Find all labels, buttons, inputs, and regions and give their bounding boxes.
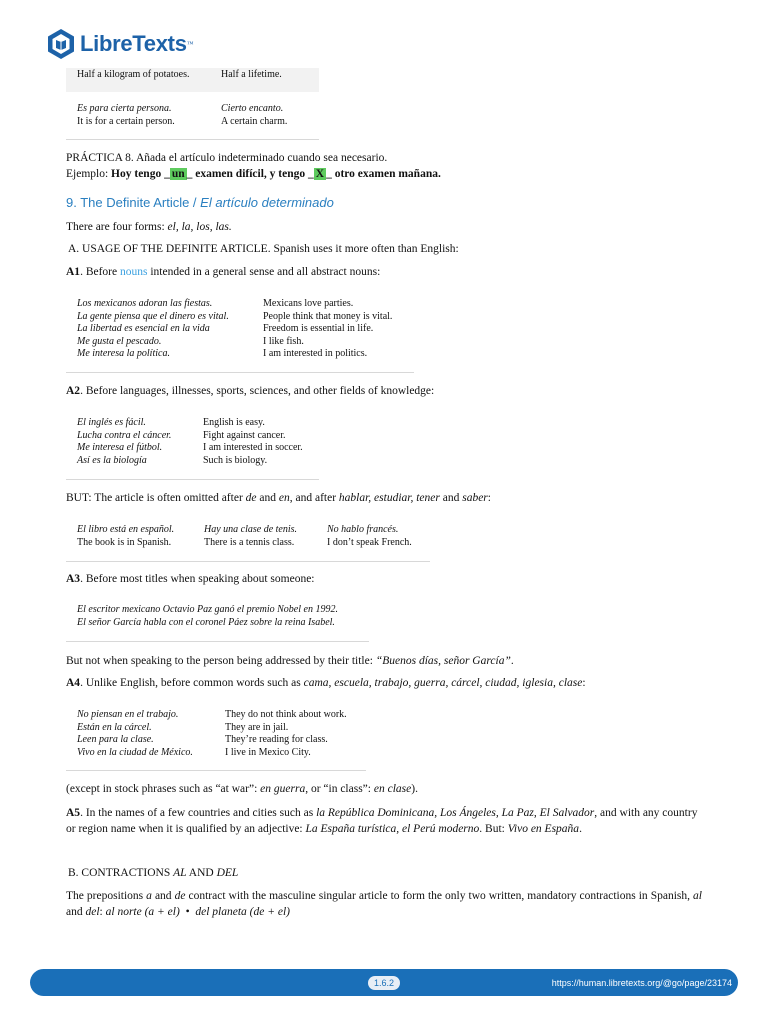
a1-after: intended in a general sense and all abstract nouns: bbox=[147, 266, 381, 278]
contractions-italic: al bbox=[693, 890, 702, 902]
forms-prefix: There are four forms: bbox=[66, 221, 168, 233]
table-cell: Half a kilogram of potatoes. bbox=[77, 69, 190, 80]
a1-paragraph bbox=[66, 264, 380, 280]
section-b-italic: DEL bbox=[216, 867, 239, 879]
table-row bbox=[77, 311, 392, 324]
except-italic: en guerra bbox=[260, 783, 306, 795]
table-divider bbox=[66, 641, 369, 642]
practica-example bbox=[66, 166, 726, 182]
but-italic: de bbox=[245, 492, 257, 504]
a5-text: . In the names of a few countries and cities such as bbox=[80, 807, 317, 819]
table-divider bbox=[66, 561, 430, 562]
table-cell: Cierto encanto. bbox=[221, 103, 284, 114]
table-row bbox=[77, 722, 347, 735]
table-row: El señor García habla con el coronel Páez sobre la reina Isabel. bbox=[77, 616, 335, 628]
a3-table bbox=[77, 604, 338, 629]
example-bold-3: _ otro examen mañana. bbox=[326, 168, 441, 180]
but-not-paragraph bbox=[66, 653, 514, 669]
heading-italic: El artículo determinado bbox=[200, 195, 334, 210]
forms-paragraph bbox=[66, 219, 232, 235]
nouns-link[interactable]: nouns bbox=[119, 266, 148, 278]
a4-paragraph bbox=[66, 675, 736, 691]
a1-table bbox=[77, 298, 392, 361]
bullet-separator: • bbox=[179, 906, 196, 918]
top-table bbox=[77, 69, 282, 82]
but-text: and bbox=[439, 492, 463, 504]
table-divider bbox=[66, 372, 414, 373]
logo-text: LibreTexts bbox=[80, 31, 187, 56]
contractions-italic: al norte (a + el) bbox=[105, 906, 180, 918]
table-row bbox=[77, 298, 392, 311]
table-cell: I live in Mexico City. bbox=[225, 746, 311, 758]
table-row bbox=[77, 69, 282, 82]
table-cell: The book is in Spanish. bbox=[77, 536, 172, 548]
libretexts-logo[interactable] bbox=[46, 26, 194, 62]
contractions-italic: del planeta (de + el) bbox=[195, 906, 290, 918]
heading-plain: 9. The Definite Article / bbox=[66, 195, 201, 210]
but-italic: saber bbox=[462, 492, 488, 504]
table-cell: El inglés es fácil. bbox=[77, 417, 146, 428]
table-divider bbox=[66, 770, 366, 771]
table-divider bbox=[66, 139, 319, 140]
example-prefix: Ejemplo: bbox=[66, 168, 112, 180]
usage-heading: A. USAGE OF THE DEFINITE ARTICLE. Spanish uses it more often than English: bbox=[68, 243, 459, 255]
table-cell: I am interested in soccer. bbox=[203, 442, 303, 453]
table-cell: I don’t speak French. bbox=[327, 536, 412, 548]
a4-italic: cama, escuela, trabajo, guerra, cárcel, ciudad, iglesia, clase bbox=[303, 677, 583, 689]
table-cell: El libro está en español. bbox=[77, 524, 175, 535]
table-cell: No piensan en el trabajo. bbox=[77, 709, 179, 720]
except-text: ). bbox=[411, 783, 418, 795]
a5-italic: La España turística, el Perú moderno bbox=[305, 823, 480, 835]
table-cell: Such is biology. bbox=[203, 454, 268, 466]
forms-list: el, la, los, las. bbox=[167, 221, 232, 233]
table-row bbox=[77, 524, 412, 537]
a5-text: . But: bbox=[479, 823, 508, 835]
table-cell: English is easy. bbox=[203, 417, 265, 428]
table-row bbox=[77, 455, 303, 468]
a2-paragraph bbox=[66, 383, 434, 399]
a2-table bbox=[77, 417, 303, 467]
table-cell: Están en la cárcel. bbox=[77, 721, 152, 733]
table-cell: Es para cierta persona. bbox=[77, 103, 172, 114]
table-cell: I am interested in politics. bbox=[263, 348, 368, 359]
table-row bbox=[77, 747, 347, 760]
practica-8 bbox=[66, 150, 726, 182]
table-cell: Lucha contra el cáncer. bbox=[77, 429, 172, 441]
a5-italic: la República Dominicana, Los Ángeles, La Paz, El Salvador bbox=[316, 807, 595, 819]
libretexts-logo-icon bbox=[46, 28, 76, 60]
a5-paragraph bbox=[66, 805, 706, 837]
table-cell: Vivo en la ciudad de México. bbox=[77, 746, 193, 758]
table-row bbox=[77, 116, 287, 129]
a2-label: A2 bbox=[66, 385, 81, 397]
contractions-italic: de bbox=[174, 890, 186, 902]
table-cell: They do not think about work. bbox=[225, 709, 347, 720]
table-cell: Me gusta el pescado. bbox=[77, 335, 162, 347]
table-row bbox=[77, 336, 392, 349]
except-text: , or “in class”: bbox=[305, 783, 374, 795]
but-text: : bbox=[487, 492, 491, 504]
table-row bbox=[77, 430, 303, 443]
table-cell: Hay una clase de tenis. bbox=[204, 524, 298, 535]
but-paragraph bbox=[66, 490, 736, 506]
footer-url-link[interactable]: https://human.libretexts.org/@go/page/23174 bbox=[551, 978, 732, 988]
table-cell: People think that money is vital. bbox=[263, 310, 393, 322]
logo-trademark: ™ bbox=[186, 40, 194, 48]
section-b-text: AND bbox=[186, 867, 217, 879]
contractions-text: and bbox=[66, 906, 86, 918]
but-text: , and after bbox=[289, 492, 339, 504]
table-cell: I like fish. bbox=[263, 335, 304, 347]
table-row bbox=[77, 323, 392, 336]
table-cell: La libertad es esencial en la vida bbox=[77, 323, 210, 334]
table-row bbox=[77, 537, 412, 550]
section-b-text: B. CONTRACTIONS bbox=[68, 867, 174, 879]
butnot-end: . bbox=[510, 655, 514, 667]
table-cell: La gente piensa que el dinero es vital. bbox=[77, 310, 229, 322]
table-cell: Leen para la clase. bbox=[77, 734, 154, 745]
table-row bbox=[77, 442, 303, 455]
a5-italic: Vivo en España bbox=[507, 823, 580, 835]
table-cell: It is for a certain person. bbox=[77, 115, 175, 127]
a5-label: A5 bbox=[66, 807, 81, 819]
a3-text: . Before most titles when speaking about someone: bbox=[80, 573, 315, 585]
contractions-text: and bbox=[151, 890, 175, 902]
section-9-heading bbox=[66, 195, 334, 210]
a1-before: . Before bbox=[80, 266, 120, 278]
a3-paragraph bbox=[66, 571, 315, 587]
contractions-text: The prepositions bbox=[66, 890, 147, 902]
but-italic: hablar, estudiar, tener bbox=[338, 492, 440, 504]
example-bold-2: _ examen difícil, y tengo _ bbox=[186, 168, 314, 180]
but-text: and bbox=[256, 492, 279, 504]
table-cell: Fight against cancer. bbox=[203, 429, 286, 441]
but-text: BUT: The article is often omitted after bbox=[66, 492, 246, 504]
except-italic: en clase bbox=[373, 783, 412, 795]
table-cell: Me interesa el fútbol. bbox=[77, 442, 163, 453]
a4-text: . Unlike English, before common words such as bbox=[80, 677, 304, 689]
a2-text: . Before languages, illnesses, sports, sciences, and other fields of knowledge: bbox=[80, 385, 435, 397]
table-cell: They’re reading for class. bbox=[225, 734, 328, 745]
contractions-italic: a bbox=[146, 890, 152, 902]
table-row bbox=[77, 734, 347, 747]
a3-label: A3 bbox=[66, 573, 81, 585]
a5-text: . bbox=[579, 823, 582, 835]
section-b-italic: AL bbox=[173, 867, 187, 879]
table-row bbox=[77, 103, 287, 116]
answer-highlight-1: un bbox=[171, 168, 185, 180]
butnot-text: But not when speaking to the person being addressed by their title: bbox=[66, 655, 376, 667]
contractions-paragraph bbox=[66, 888, 702, 920]
table-cell: Me interesa la política. bbox=[77, 348, 170, 359]
page-number-badge: 1.6.2 bbox=[368, 976, 400, 990]
table-cell: Mexicans love parties. bbox=[263, 298, 354, 309]
top-table-row2 bbox=[77, 103, 287, 128]
table-cell: Así es la biología bbox=[77, 454, 147, 466]
section-b-heading bbox=[68, 865, 238, 881]
table-row bbox=[77, 348, 392, 361]
contractions-italic: del bbox=[85, 906, 100, 918]
except-paragraph bbox=[66, 781, 418, 797]
table-cell: Los mexicanos adoran las fiestas. bbox=[77, 298, 213, 309]
but-table bbox=[77, 524, 412, 549]
a4-end: : bbox=[582, 677, 586, 689]
contractions-text: : bbox=[99, 906, 106, 918]
table-cell: A certain charm. bbox=[221, 115, 288, 127]
table-cell: Half a lifetime. bbox=[221, 69, 282, 80]
answer-highlight-2: X bbox=[315, 168, 325, 180]
butnot-italic: “Buenos días, señor García” bbox=[375, 655, 511, 667]
table-cell: They are in jail. bbox=[225, 721, 289, 733]
table-cell: There is a tennis class. bbox=[204, 536, 295, 548]
a1-label: A1 bbox=[66, 266, 81, 278]
a4-table bbox=[77, 709, 347, 759]
contractions-text: contract with the masculine singular article to form the only two written, mandatory contractions in Spanish, bbox=[185, 890, 694, 902]
table-row bbox=[77, 709, 347, 722]
table-row: El escritor mexicano Octavio Paz ganó el premio Nobel en 1992. bbox=[77, 604, 338, 615]
practica-instruction: PRÁCTICA 8. Añada el artículo indeterminado cuando sea necesario. bbox=[66, 152, 388, 164]
a4-label: A4 bbox=[66, 677, 81, 689]
but-italic: en bbox=[278, 492, 290, 504]
table-cell: Freedom is essential in life. bbox=[263, 323, 374, 334]
example-bold-1: Hoy tengo _ bbox=[111, 168, 170, 180]
table-cell: No hablo francés. bbox=[327, 524, 399, 535]
a5-text: , and with any country or region name when it is qualified by an adjective: bbox=[66, 807, 698, 835]
table-row bbox=[77, 417, 303, 430]
except-text: (except in stock phrases such as “at war”: bbox=[66, 783, 261, 795]
table-divider bbox=[66, 479, 319, 480]
